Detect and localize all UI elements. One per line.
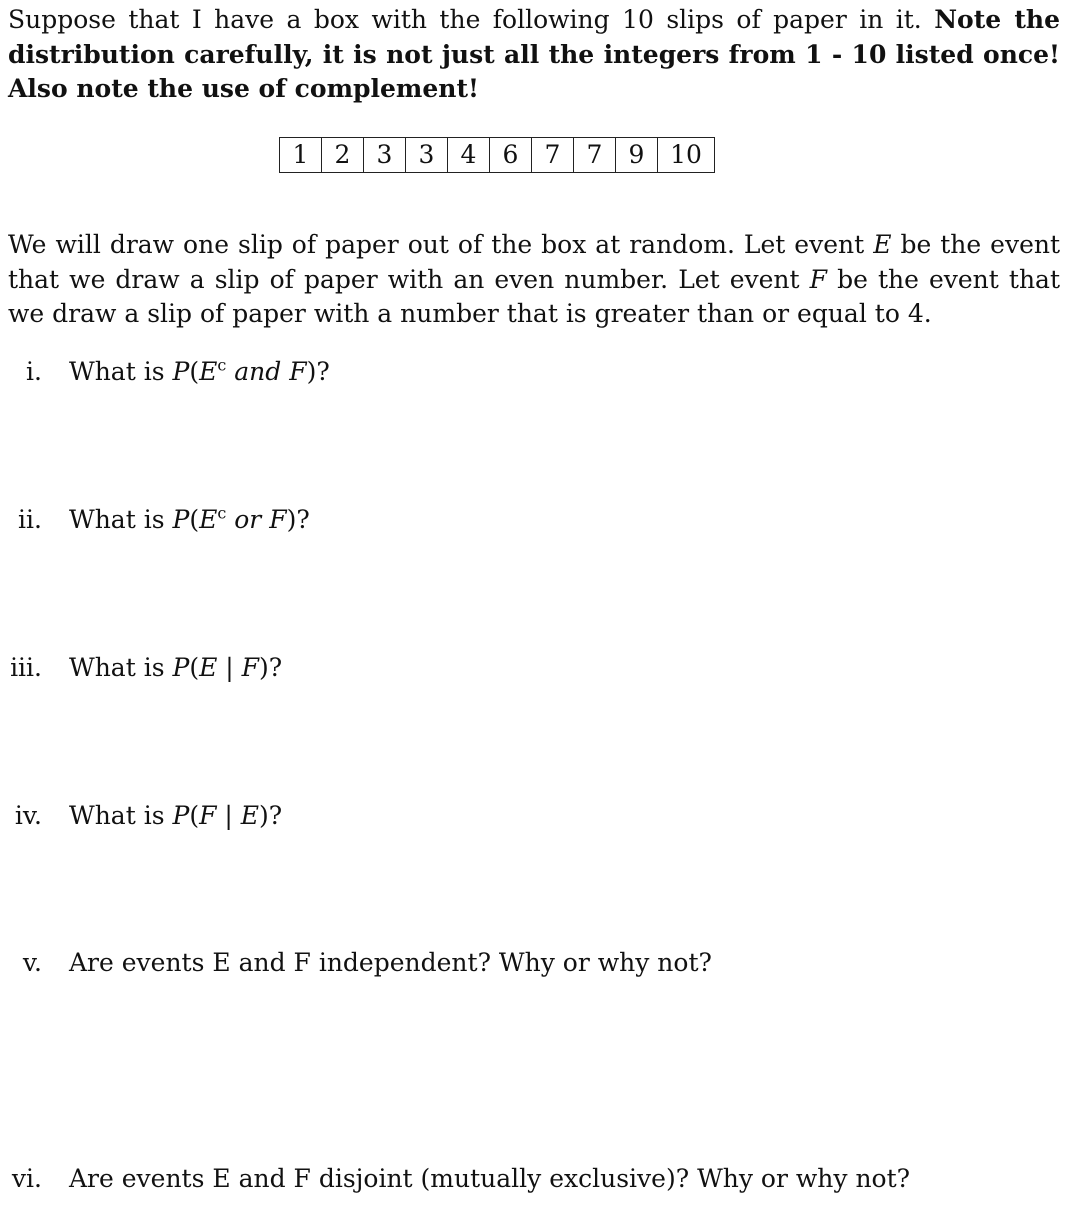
question-suffix: ? — [268, 801, 283, 830]
question-text: What is $P(E^c$ or F)? — [69, 503, 310, 534]
math-event: E — [240, 801, 260, 830]
question-text: What is P(E | F)? — [69, 653, 283, 682]
math-given-bar: | — [225, 653, 234, 682]
math-given-bar: | — [224, 801, 233, 830]
math-operator: or — [234, 505, 262, 534]
slips-table — [279, 137, 715, 173]
question-number: iv. — [14, 801, 42, 830]
event-text-3: be the event that we draw a slip of paper with a number that is greater than or equal to 4. — [8, 264, 1060, 328]
slip-cell: 3 — [364, 138, 406, 173]
slip-cell: 3 — [406, 138, 448, 173]
math-complement: c — [217, 503, 227, 523]
slip-cell: 4 — [448, 138, 490, 173]
question-prefix: What is — [69, 357, 165, 386]
question-text: Are events E and F disjoint (mutually exclusive)? Why or why not? — [69, 1164, 911, 1193]
intro-text: Suppose that I have a box with the following 10 slips of paper in it. — [8, 5, 922, 34]
question-prefix: What is — [69, 653, 165, 682]
intro-bold-note: Note the distribution carefully, it is not just all the integers from 1 - 10 listed once! Also note the use of complement! — [8, 5, 1060, 103]
math-event: E — [199, 653, 218, 682]
math-p: P — [172, 357, 190, 386]
slips-row — [280, 138, 715, 173]
event-text-1: We will draw one slip of paper out of the box at random. Let event — [8, 230, 865, 259]
math-event: F — [289, 357, 307, 386]
question-number: v. — [22, 948, 42, 977]
question-prefix: What is — [69, 801, 165, 830]
slip-cell: 2 — [322, 138, 364, 173]
question-prefix: What is — [69, 505, 165, 534]
intro-paragraph — [8, 3, 1060, 107]
event-f-symbol: F — [809, 264, 828, 294]
question-suffix: ? — [296, 505, 310, 534]
question-number: ii. — [18, 505, 42, 534]
slip-cell: 1 — [280, 138, 322, 173]
math-p: P — [172, 653, 190, 682]
event-definition-paragraph — [8, 228, 1060, 332]
math-p: P — [172, 801, 190, 830]
slip-cell: 10 — [658, 138, 715, 173]
math-p: P — [172, 505, 190, 534]
math-complement: c — [217, 355, 227, 375]
question-number: i. — [26, 357, 42, 386]
math-event: F — [241, 653, 260, 682]
slip-cell: 7 — [574, 138, 616, 173]
slip-cell: 9 — [616, 138, 658, 173]
slip-cell: 7 — [532, 138, 574, 173]
math-operator: and — [234, 357, 282, 386]
question-number: vi. — [11, 1164, 42, 1193]
question-suffix: ? — [268, 653, 283, 682]
math-event: E — [199, 505, 218, 534]
event-text-2: be the event that we draw a slip of paper with an even number. Let event — [8, 230, 1061, 294]
question-number: iii. — [10, 653, 42, 682]
question-text: Are events E and F independent? Why or why not? — [69, 948, 712, 977]
math-event: F — [199, 801, 217, 830]
question-suffix: ? — [316, 357, 330, 386]
math-event: E — [199, 357, 218, 386]
event-e-symbol: E — [873, 230, 892, 259]
math-event: F — [269, 505, 287, 534]
question-text: What is $P(E^c$ and F)? — [69, 355, 330, 386]
slip-cell: 6 — [490, 138, 532, 173]
question-text: What is P(F | E)? — [69, 801, 283, 830]
